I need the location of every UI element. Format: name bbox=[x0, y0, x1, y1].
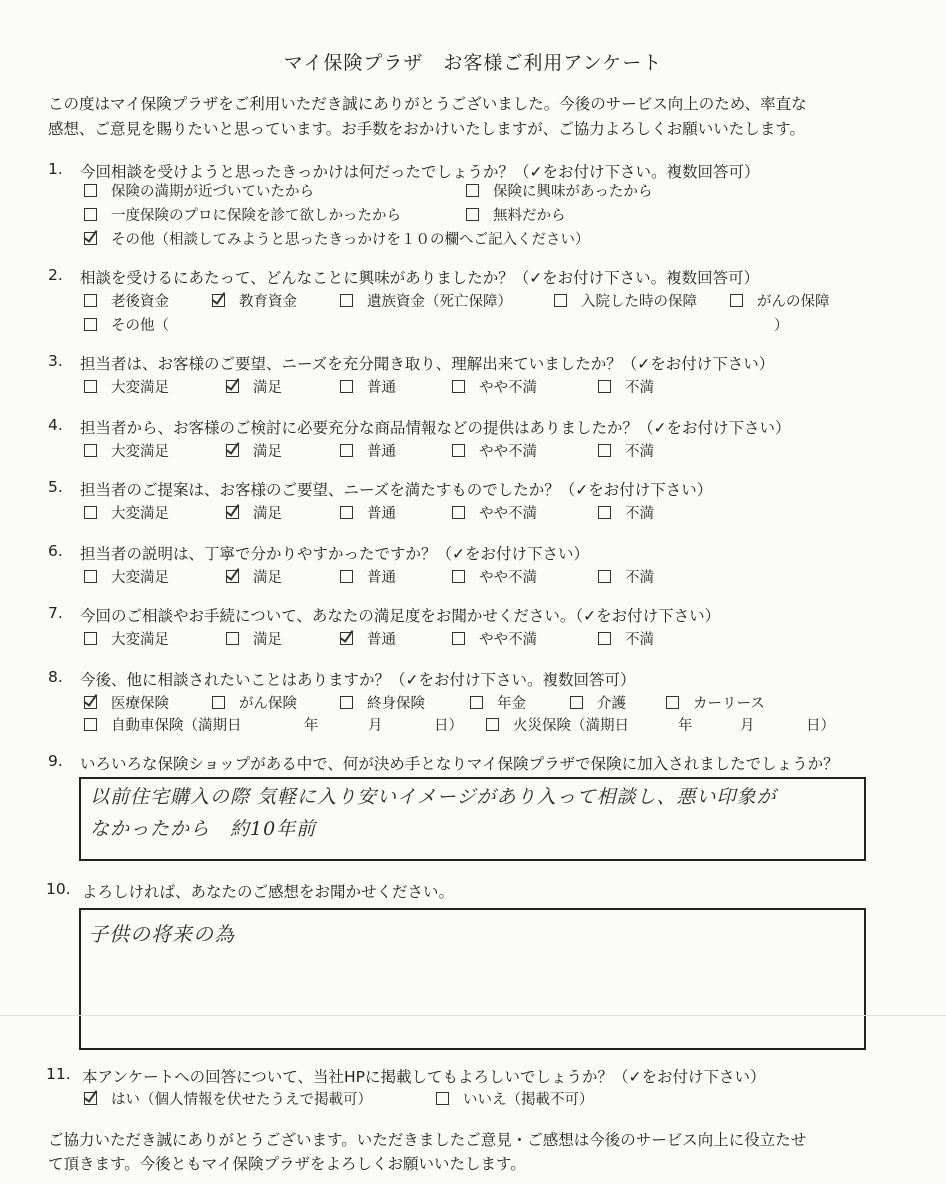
checkbox-checked[interactable] bbox=[84, 1092, 97, 1105]
q8-date-month-1: 月 bbox=[368, 718, 383, 734]
q8-date-day-2: 日） bbox=[806, 718, 835, 734]
checkbox[interactable] bbox=[598, 444, 611, 457]
checkbox[interactable] bbox=[452, 444, 465, 457]
q6-option-2[interactable]: 満足 bbox=[226, 566, 282, 587]
q11-option-yes[interactable]: はい（個人情報を伏せたうえで掲載可） bbox=[84, 1088, 372, 1109]
q1-option-3[interactable]: 一度保険のプロに保険を診て欲しかったから bbox=[84, 204, 401, 225]
checkbox[interactable] bbox=[340, 696, 353, 709]
q10-number: 10. bbox=[46, 880, 71, 898]
q9-answer-line-2: なかったから 約10年前 bbox=[90, 818, 317, 840]
q9-answer-line-1: 以前住宅購入の際 気軽に入り安いイメージがあり入って相談し、悪い印象が bbox=[90, 786, 777, 808]
checkbox[interactable] bbox=[84, 380, 97, 393]
checkbox[interactable] bbox=[84, 632, 97, 645]
q2-option-2[interactable]: 教育資金 bbox=[212, 290, 297, 311]
q8-option-4[interactable]: 年金 bbox=[470, 692, 526, 713]
q3-number: 3. bbox=[48, 352, 63, 370]
q7-option-5[interactable]: 不満 bbox=[598, 628, 654, 649]
footer-line-2: て頂きます。今後ともマイ保険プラザをよろしくお願いいたします。 bbox=[48, 1155, 526, 1173]
q2-number: 2. bbox=[48, 266, 63, 284]
q6-option-4[interactable]: やや不満 bbox=[452, 566, 537, 587]
checkbox[interactable] bbox=[84, 444, 97, 457]
q8-question: 今後、他に相談されたいことはありますか？（✓をお付け下さい。複数回答可） bbox=[80, 671, 636, 689]
checkbox[interactable] bbox=[598, 632, 611, 645]
q11-option-no[interactable]: いいえ（掲載不可） bbox=[436, 1088, 594, 1109]
checkbox[interactable] bbox=[452, 380, 465, 393]
checkbox[interactable] bbox=[470, 696, 483, 709]
q4-number: 4. bbox=[48, 416, 63, 434]
scan-artifact-line bbox=[0, 1015, 946, 1016]
q4-question: 担当者から、お客様のご検討に必要充分な商品情報などの提供はありましたか？（✓をお付け下さい） bbox=[80, 419, 791, 437]
checkbox[interactable] bbox=[340, 570, 353, 583]
checkbox[interactable] bbox=[666, 696, 679, 709]
q2-option-other[interactable]: その他（ bbox=[84, 314, 169, 335]
checkbox[interactable] bbox=[452, 632, 465, 645]
q3-option-1[interactable]: 大変満足 bbox=[84, 376, 169, 397]
checkbox-checked[interactable] bbox=[84, 232, 97, 245]
q6-option-1[interactable]: 大変満足 bbox=[84, 566, 169, 587]
q5-question: 担当者のご提案は、お客様のご要望、ニーズを満たすものでしたか？（✓をお付け下さい） bbox=[80, 481, 713, 499]
q4-option-5[interactable]: 不満 bbox=[598, 440, 654, 461]
checkbox-checked[interactable] bbox=[212, 294, 225, 307]
q4-option-1[interactable]: 大変満足 bbox=[84, 440, 169, 461]
checkbox-checked[interactable] bbox=[226, 570, 239, 583]
q2-option-3[interactable]: 遺族資金（死亡保障） bbox=[340, 290, 512, 311]
q6-option-5[interactable]: 不満 bbox=[598, 566, 654, 587]
checkbox[interactable] bbox=[452, 570, 465, 583]
q8-date-year-2: 年 bbox=[678, 718, 693, 734]
q8-option-6[interactable]: カーリース bbox=[666, 692, 765, 713]
checkbox-checked[interactable] bbox=[226, 444, 239, 457]
q6-question: 担当者の説明は、丁寧で分かりやすかったですか？（✓をお付け下さい） bbox=[80, 545, 589, 563]
q7-option-4[interactable]: やや不満 bbox=[452, 628, 537, 649]
checkbox[interactable] bbox=[84, 208, 97, 221]
q7-number: 7. bbox=[48, 604, 63, 622]
q3-option-4[interactable]: やや不満 bbox=[452, 376, 537, 397]
q5-option-4[interactable]: やや不満 bbox=[452, 502, 537, 523]
q7-option-2[interactable]: 満足 bbox=[226, 628, 282, 649]
checkbox[interactable] bbox=[466, 208, 479, 221]
q11-number: 11. bbox=[46, 1065, 71, 1083]
checkbox-checked[interactable] bbox=[340, 632, 353, 645]
checkbox[interactable] bbox=[84, 294, 97, 307]
checkbox[interactable] bbox=[452, 506, 465, 519]
checkbox[interactable] bbox=[212, 696, 225, 709]
checkbox[interactable] bbox=[570, 696, 583, 709]
q8-option-7[interactable]: 自動車保険（満期日 bbox=[84, 714, 242, 735]
q9-question: いろいろな保険ショップがある中で、何が決め手となりマイ保険プラザで保険に加入されましたでしょうか？ bbox=[80, 755, 839, 773]
q2-close-paren: ） bbox=[774, 318, 789, 334]
q1-number: 1. bbox=[48, 160, 63, 178]
checkbox[interactable] bbox=[554, 294, 567, 307]
q6-option-3[interactable]: 普通 bbox=[340, 566, 396, 587]
q2-option-1[interactable]: 老後資金 bbox=[84, 290, 169, 311]
q1-option-4[interactable]: 無料だから bbox=[466, 204, 566, 225]
checkbox[interactable] bbox=[730, 294, 743, 307]
checkbox-checked[interactable] bbox=[226, 380, 239, 393]
checkbox[interactable] bbox=[84, 570, 97, 583]
q1-option-2[interactable]: 保険に興味があったから bbox=[466, 180, 652, 201]
checkbox[interactable] bbox=[340, 506, 353, 519]
q2-option-4[interactable]: 入院した時の保障 bbox=[554, 290, 697, 311]
q1-option-1[interactable]: 保険の満期が近づいていたから bbox=[84, 180, 314, 201]
checkbox[interactable] bbox=[598, 570, 611, 583]
q2-question: 相談を受けるにあたって、どんなことに興味がありましたか？（✓をお付け下さい。複数回答可） bbox=[80, 269, 760, 287]
checkbox[interactable] bbox=[340, 294, 353, 307]
q10-answer: 子供の将来の為 bbox=[88, 922, 235, 946]
q3-option-3[interactable]: 普通 bbox=[340, 376, 396, 397]
q8-date-year-1: 年 bbox=[304, 718, 319, 734]
q8-number: 8. bbox=[48, 668, 63, 686]
q5-option-3[interactable]: 普通 bbox=[340, 502, 396, 523]
checkbox[interactable] bbox=[598, 380, 611, 393]
q11-question: 本アンケートへの回答について、当社HPに掲載してもよろしいでしょうか？（✓をお付け下さい） bbox=[82, 1068, 766, 1086]
q6-number: 6. bbox=[48, 542, 63, 560]
intro-line-2: 感想、ご意見を賜りたいと思っています。お手数をおかけいたしますが、ご協力よろしくお願いいたします。 bbox=[48, 120, 806, 138]
checkbox[interactable] bbox=[226, 632, 239, 645]
checkbox[interactable] bbox=[84, 318, 97, 331]
intro-line-1: この度はマイ保険プラザをご利用いただき誠にありがとうございました。今後のサービス向上のため、率直な bbox=[48, 95, 807, 113]
checkbox[interactable] bbox=[486, 718, 499, 731]
q1-option-5[interactable]: その他（相談してみようと思ったきっかけを１０の欄へご記入ください） bbox=[84, 228, 590, 249]
checkbox[interactable] bbox=[84, 184, 97, 197]
q5-option-1[interactable]: 大変満足 bbox=[84, 502, 169, 523]
q8-option-8[interactable]: 火災保険（満期日 bbox=[486, 714, 629, 735]
checkbox[interactable] bbox=[340, 380, 353, 393]
q9-number: 9. bbox=[48, 752, 63, 770]
q8-option-3[interactable]: 終身保険 bbox=[340, 692, 425, 713]
q3-option-2[interactable]: 満足 bbox=[226, 376, 282, 397]
q7-option-3[interactable]: 普通 bbox=[340, 628, 396, 649]
checkbox[interactable] bbox=[598, 506, 611, 519]
checkbox-checked[interactable] bbox=[226, 506, 239, 519]
q8-option-2[interactable]: がん保険 bbox=[212, 692, 297, 713]
q3-question: 担当者は、お客様のご要望、ニーズを充分聞き取り、理解出来ていましたか？（✓をお付け下さい） bbox=[80, 355, 775, 373]
q4-option-3[interactable]: 普通 bbox=[340, 440, 396, 461]
checkbox[interactable] bbox=[436, 1092, 449, 1105]
q10-question: よろしければ、あなたのご感想をお聞かせください。 bbox=[82, 883, 455, 901]
checkbox[interactable] bbox=[340, 444, 353, 457]
q5-option-5[interactable]: 不満 bbox=[598, 502, 654, 523]
checkbox[interactable] bbox=[466, 184, 479, 197]
q8-date-month-2: 月 bbox=[740, 718, 755, 734]
q5-option-2[interactable]: 満足 bbox=[226, 502, 282, 523]
q2-option-5[interactable]: がんの保障 bbox=[730, 290, 830, 311]
q5-number: 5. bbox=[48, 478, 63, 496]
footer-line-1: ご協力いただき誠にありがとうございます。いただきましたご意見・ご感想は今後のサービス向上に役立たせ bbox=[48, 1131, 807, 1149]
survey-title: マイ保険プラザ お客様ご利用アンケート bbox=[283, 52, 663, 74]
q8-date-day-1: 日） bbox=[434, 718, 463, 734]
q7-option-1[interactable]: 大変満足 bbox=[84, 628, 169, 649]
q8-option-1[interactable]: 医療保険 bbox=[84, 692, 169, 713]
q7-question: 今回のご相談やお手続について、あなたの満足度をお聞かせください。（✓をお付け下さい） bbox=[80, 607, 721, 625]
checkbox[interactable] bbox=[84, 718, 97, 731]
checkbox[interactable] bbox=[84, 506, 97, 519]
q3-option-5[interactable]: 不満 bbox=[598, 376, 654, 397]
q4-option-2[interactable]: 満足 bbox=[226, 440, 282, 461]
q1-question: 今回相談を受けようと思ったきっかけは何だったでしょうか？（✓をお付け下さい。複数回答可） bbox=[80, 163, 760, 181]
q4-option-4[interactable]: やや不満 bbox=[452, 440, 537, 461]
checkbox-checked[interactable] bbox=[84, 696, 97, 709]
q8-option-5[interactable]: 介護 bbox=[570, 692, 626, 713]
